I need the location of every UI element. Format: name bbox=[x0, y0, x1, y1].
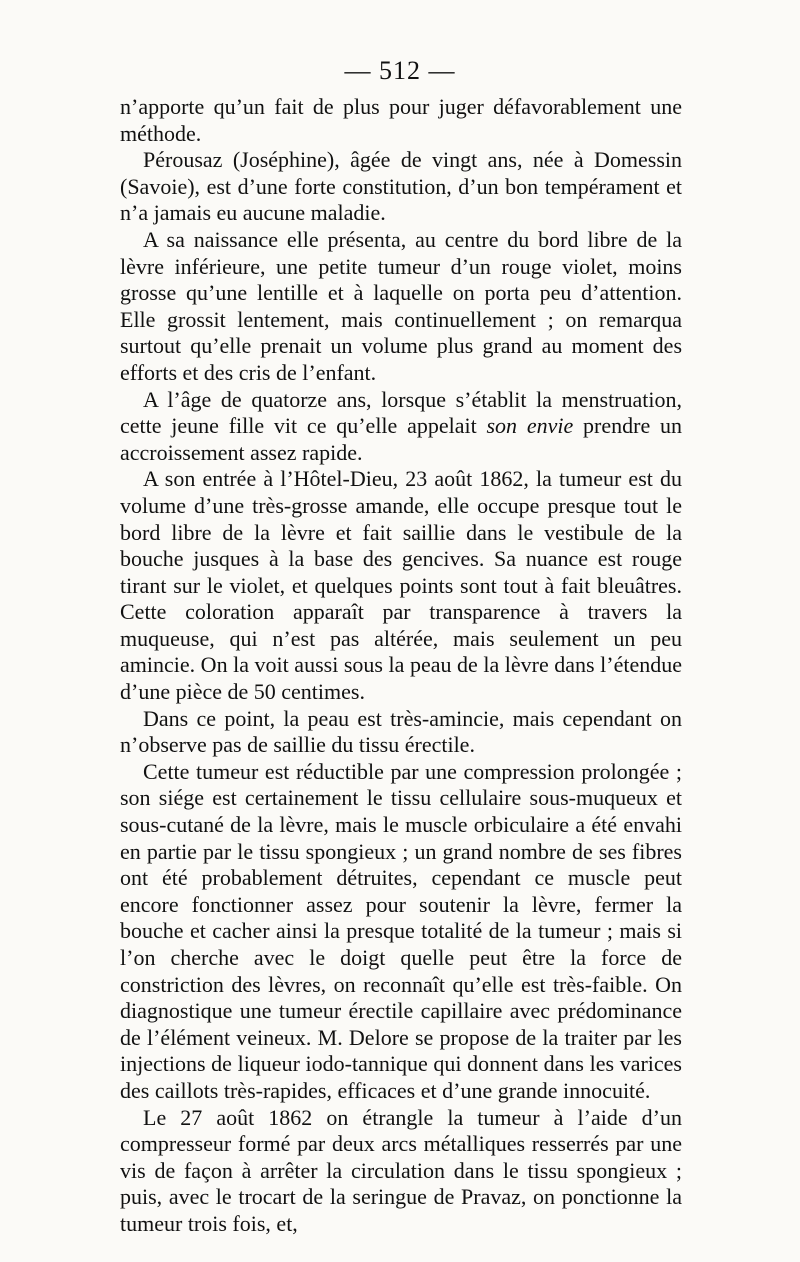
page-body bbox=[120, 94, 682, 1238]
paragraph-birth: A sa naissance elle présenta, au centre du bord libre de la lèvre inférieure, une petite tumeur d’un rouge violet, moins grosse qu’une lentille et à laquelle on porta peu d’attention. Elle grossit lentement, mais continuellement ; on remarqua surtout qu’elle prenait un volume plus grand au moment des efforts et des cris de l’enfant. bbox=[120, 226, 682, 385]
paragraph-continuation: n’apporte qu’un fait de plus pour juger défavorablement une méthode. bbox=[120, 94, 682, 146]
paragraph-menstruation-emphasis: son envie bbox=[486, 413, 574, 439]
paragraph-diagnosis: Cette tumeur est réductible par une compression prolongée ; son siége est certainement le tissu cellulaire sous-muqueux et sous-cutané de la lèvre, mais le muscle orbiculaire a été envahi en partie par le tissu spongieux ; un grand nombre de ses fibres ont été probablement détruites, cependant ce muscle peut encore fonctionner assez pour soutenir la lèvre, fermer la bouche et cacher ainsi la presque totalité de la tumeur ; mais si l’on cherche avec le doigt quelle peut être la force de constriction des lèvres, on reconnaît qu’elle est très-faible. On diagnostique une tumeur érectile capillaire avec prédominance de l’élément veineux. M. Delore se propose de la traiter par les injections de liqueur iodo-tannique qui donnent dans les varices des caillots très-rapides, efficaces et d’une grande innocuité. bbox=[120, 758, 682, 1103]
paragraph-skin: Dans ce point, la peau est très-amincie, mais cependant on n’observe pas de saillie du tissu érectile. bbox=[120, 705, 682, 758]
page-number: — 512 — bbox=[344, 56, 456, 85]
paragraph-patient-intro: Pérousaz (Joséphine), âgée de vingt ans, née à Domessin (Savoie), est d’une forte constitution, d’un bon tempérament et n’a jamais eu aucune maladie. bbox=[120, 147, 682, 226]
paragraph-admission: A son entrée à l’Hôtel-Dieu, 23 août 1862, la tumeur est du volume d’une très-grosse amande, elle occupe presque tout le bord libre de la lèvre et fait saillie dans le vestibule de la bouche jusques à la base des gencives. Sa nuance est rouge tirant sur le violet, et quelques points sont tout à fait bleuâtres. Cette coloration apparaît par transparence à travers la muqueuse, qui n’est pas altérée, mais seulement un peu amincie. On la voit aussi sous la peau de la lèvre dans l’étendue d’une pièce de 50 centimes. bbox=[120, 466, 682, 705]
paragraph-menstruation-before: A l’âge de quatorze ans, lorsque s’établit la menstruation, cette jeune fille vit ce qu’elle appelait bbox=[120, 386, 682, 439]
paragraph-treatment: Le 27 août 1862 on étrangle la tumeur à l’aide d’un compresseur formé par deux arcs métalliques resserrés par une vis de façon à arrêter la circulation dans le tissu spongieux ; puis, avec le trocart de la seringue de Pravaz, on ponctionne la tumeur trois fois, et, bbox=[120, 1104, 682, 1236]
paragraph-menstruation-after: prendre un accroissement assez rapide. bbox=[120, 413, 682, 465]
paragraph-menstruation bbox=[120, 387, 682, 467]
